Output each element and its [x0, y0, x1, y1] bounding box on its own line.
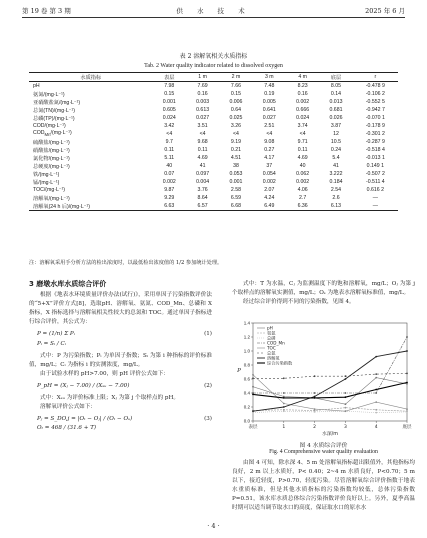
equation-number: (3): [204, 416, 212, 423]
row-label: 溶解氧/(mg·L⁻¹): [33, 195, 70, 202]
header-date: 2025 年 6 月: [365, 7, 405, 15]
row-label: 溶解氧(24 h 后)/(mg·L⁻¹): [29, 202, 153, 211]
table-cell: 0.024: [296, 115, 310, 121]
y-tick-label: 0.0: [243, 418, 250, 424]
series-line: [253, 383, 407, 398]
table-cell: 0.641: [262, 107, 276, 113]
table-cell: 0.006: [229, 99, 243, 105]
table-cell: 2.6: [332, 195, 340, 201]
data-point: [283, 397, 285, 399]
left-column: [29, 280, 212, 436]
row-label: $COD_{Mn}/(mg\cdot L^{-1})$: [33, 130, 72, 138]
row-label: 氯化物/(mg·L⁻¹): [33, 155, 70, 162]
table-cell: 4.51: [230, 155, 241, 161]
table-row: [29, 178, 398, 186]
table-cell: 5.11: [164, 155, 175, 161]
data-point: [345, 378, 347, 380]
page-number: · 4 ·: [207, 522, 220, 530]
data-point: [345, 403, 347, 405]
data-point: [314, 375, 316, 377]
table-row: [29, 138, 398, 146]
table-cell: 3.42: [164, 123, 175, 129]
water-quality-table: [29, 72, 398, 211]
table-cell: 0.097: [196, 171, 210, 177]
legend-label: 总氮: [267, 350, 276, 356]
table-cell: 8.64: [197, 195, 208, 201]
table-cell: —: [372, 195, 378, 201]
table-cell: 3.74: [297, 123, 308, 129]
table-row: [29, 162, 398, 170]
water-quality-chart: [235, 317, 413, 437]
table-cell: 0.003: [196, 99, 210, 105]
table-cell: 9.87: [164, 187, 175, 193]
data-point: [314, 392, 316, 394]
row-label: 锰/(mg·L⁻¹): [33, 179, 60, 186]
x-tick-label: 3: [343, 425, 347, 430]
table-cell: 0.64: [230, 107, 241, 113]
table-cell: 3.51: [197, 123, 208, 129]
table-cell: 0.024: [162, 115, 176, 121]
table-row: [29, 194, 398, 202]
y-tick-label: 1.2: [243, 334, 250, 340]
x-tick-label: 4: [374, 425, 378, 430]
table-cell: 0.11: [297, 147, 308, 153]
data-point: [406, 411, 408, 413]
equation-number: (2): [204, 382, 212, 389]
row-label: 亚硝酸盐氮/(mg·L⁻¹): [33, 99, 81, 106]
table-cell: 8.23: [297, 83, 308, 89]
table-caption-cn: 表 2 溶解氧相关水质指标: [179, 53, 248, 60]
row-label: COD/(mg·L⁻¹): [33, 123, 66, 129]
equation-3a: Pⱼ = S_DO,j = |Oₜ − Oⱼ| / (Oₜ − Oₛ): [37, 416, 133, 423]
table-cell: 7.66: [230, 83, 241, 89]
data-point: [252, 410, 254, 412]
table-row: [29, 202, 398, 211]
equation-3b: Oₜ = 468 / (31.6 + T): [37, 425, 97, 432]
y-tick-label: 0.6: [243, 376, 250, 382]
table-cell: -0.942 7: [365, 107, 385, 113]
table-row: [29, 114, 398, 122]
equation-1b: Pᵢ = Sᵢ / Cᵢ: [37, 340, 66, 347]
table-cell: 0.613: [196, 107, 210, 113]
data-point: [345, 392, 347, 394]
table-cell: 0.605: [162, 107, 176, 113]
data-point: [406, 408, 408, 410]
data-point: [375, 373, 377, 375]
row-label: pH: [33, 83, 40, 89]
table-cell: 0.15: [230, 91, 241, 97]
section-heading: 3 磨墩水库水质综合评价: [29, 280, 107, 288]
paragraph: 溶解氧评价公式如下：: [40, 404, 96, 411]
data-point: [345, 407, 347, 409]
table-row: [29, 170, 398, 178]
table-cell: 0.054: [262, 171, 276, 177]
x-tick-label: 表层: [248, 425, 258, 430]
data-point: [406, 382, 408, 384]
y-tick-label: 0.4: [243, 390, 250, 396]
table-cell: 0.002: [262, 179, 276, 185]
data-point: [283, 410, 285, 412]
row-label: 铁/(mg·L⁻¹): [33, 171, 60, 178]
legend-label: COD_Mn: [267, 340, 285, 346]
table-cell: 40: [166, 163, 173, 169]
table-cell: 0.11: [197, 147, 208, 153]
table-cell: 2.58: [230, 187, 241, 193]
table-cell: 38: [233, 163, 239, 169]
column-header: 3 m: [253, 73, 286, 82]
y-tick-label: 0.8: [243, 362, 250, 368]
table-cell: 9.19: [230, 139, 241, 145]
equation-2: [29, 382, 212, 391]
x-tick-label: 2: [313, 425, 317, 430]
table-cell: 37: [266, 163, 273, 169]
table-caption-en: Tab. 2 Water quality indicator related to dissolved oxygen: [144, 63, 283, 69]
x-tick-label: 1: [282, 425, 286, 430]
row-label: 总磷(TP)/(mg·L⁻¹): [33, 115, 75, 122]
table-cell: -0.507 2: [365, 171, 385, 177]
table-cell: -0.106 2: [365, 91, 385, 97]
table-header-row: [29, 73, 398, 82]
data-point: [345, 396, 347, 398]
table-cell: 6.36: [286, 202, 319, 211]
equation-1a: P = (1/n) Σ Pᵢ: [37, 331, 75, 338]
y-tick-label: 0.2: [243, 404, 250, 410]
table-row: [29, 122, 398, 130]
data-point: [314, 411, 316, 413]
header-journal: 供 水 技 术: [176, 7, 251, 15]
table-cell: 40: [299, 163, 306, 169]
table-cell: 0.027: [262, 115, 276, 121]
table-cell: 4.69: [197, 155, 208, 161]
data-point: [314, 408, 316, 410]
y-tick-label: 1.0: [243, 348, 250, 354]
y-tick-label: 1.4: [243, 320, 250, 326]
table-cell: 41: [199, 163, 206, 169]
table-cell: <4: [232, 131, 239, 137]
data-point: [283, 377, 285, 379]
table-cell: 6.63: [153, 202, 186, 211]
table-cell: 0.11: [164, 147, 175, 153]
table-cell: 2.7: [299, 195, 307, 201]
table-cell: 6.59: [230, 195, 241, 201]
data-point: [406, 350, 408, 352]
table-cell: <4: [199, 131, 206, 137]
column-header: 4 m: [286, 73, 319, 82]
table-cell: 0.026: [329, 115, 343, 121]
legend-label: TOC: [267, 345, 276, 351]
table-row: [29, 154, 398, 162]
data-point: [252, 386, 254, 388]
table-cell: -0.552 5: [365, 99, 385, 105]
data-point: [252, 377, 254, 379]
row-label: TOC/(mg·L⁻¹): [33, 187, 66, 193]
data-point: [345, 410, 347, 412]
table-cell: 0.14: [330, 91, 342, 97]
table-cell: 0.24: [330, 147, 342, 153]
table-cell: 7.48: [264, 83, 275, 89]
equation-2a: P_pH = (Xⱼ − 7.00) / (Xₛᵤ − 7.00): [37, 382, 130, 389]
table-cell: -0.070 1: [365, 115, 385, 121]
table-cell: 0.001: [229, 179, 243, 185]
data-point: [375, 412, 377, 414]
table-cell: 9.29: [164, 195, 175, 201]
legend-label: pH: [267, 325, 273, 331]
table-cell: 0.013: [329, 99, 343, 105]
series-line: [253, 411, 407, 412]
table-cell: 0.004: [196, 179, 210, 185]
legend-label: 氨氮: [267, 330, 276, 336]
table-row: [29, 186, 398, 194]
table-note: 注：溶解氧采用手分析方法的检出浓度时，以最低检出浓度值的 1/2 参加统计处理。: [29, 260, 223, 266]
header-issue: 第 19 卷 第 3 期: [22, 7, 71, 15]
data-point: [406, 373, 408, 375]
table-cell: 0.002: [296, 99, 310, 105]
data-point: [252, 394, 254, 396]
table-cell: 0.001: [162, 99, 176, 105]
equation-3: [29, 415, 212, 433]
table-cell: 2.07: [264, 187, 275, 193]
table-cell: 0.07: [164, 171, 175, 177]
table-cell: 6.13: [319, 202, 352, 211]
table-cell: -0.478 9: [365, 83, 385, 89]
paragraph: 式中：T 为水温，Cⱼ 为监测温度下的饱和溶解氧，mg/L；Oⱼ 为第 j 个取样点的溶解氧实测值，mg/L；Oₛ 为地表水溶解氧标准值，mg/L。: [232, 281, 415, 297]
table-cell: 6.68: [219, 202, 252, 211]
right-column-lower: [232, 459, 415, 514]
paragraph: 经过综合评价得到不同的污染指数，见图 4。: [243, 299, 355, 306]
data-point: [375, 377, 377, 379]
table-cell: 6.57: [186, 202, 219, 211]
column-header: 2 m: [219, 73, 252, 82]
table-cell: 0.025: [229, 115, 243, 121]
table-cell: 7.98: [164, 83, 175, 89]
figure-caption-cn: 图 4 水质综合评价: [299, 443, 348, 449]
table-cell: 0.666: [296, 107, 310, 113]
row-label: 总硬度/(mg·L⁻¹): [33, 163, 70, 170]
data-point: [345, 375, 347, 377]
paragraph: 由于试验水样的 pH>7.00，则 pH 评价公式如下：: [40, 370, 169, 377]
table-cell: 0.16: [197, 91, 208, 97]
legend-label: 总磷: [267, 335, 276, 341]
data-point: [375, 356, 377, 358]
row-label: 总氮(TN)/(mg·L⁻¹): [33, 107, 75, 114]
header-rule: [22, 17, 405, 18]
paragraph: 式中：Xₛᵤ 为评价标准上限；Xⱼ 为第 j 个取样点的 pH。: [40, 395, 179, 402]
column-header: 底层: [319, 73, 352, 82]
paragraph: 式中：P 为污染指数；Pᵢ 为单因子指数；Sᵢ 为第 i 种指标的评价标准值，mg/L；Cᵢ 为指标 i 的实测浓度，mg/L。: [29, 352, 212, 368]
y-axis-label: P: [237, 368, 241, 374]
table-cell: 9.7: [165, 139, 173, 145]
table-cell: 3.76: [197, 187, 208, 193]
paragraph: 由图 4 可知，除水深 4、5 m 处溶解氧指标超出限值外，其他指标均良好，2 m 以上水质好，P< 0.40；2~4 m 水质良好，P<0.70；5 m 以下，接近轻度，P>0.70，轻度污染。尽管溶解氧综合评价指数于地表水重质标准，但是其他水质指标的污染指数均较低，总体污染指数 P=0.51，该水库水质总体综合污染指数评价良好以上。另外，夏季高温时期可以适当调节取水口的高度，保证取水口的原水水: [232, 460, 415, 512]
table-cell: 0.16: [297, 91, 308, 97]
table-cell: 3.26: [230, 123, 241, 129]
table-cell: <4: [266, 131, 273, 137]
data-point: [314, 397, 316, 399]
table-cell: -0.178 9: [365, 123, 385, 129]
table-cell: 4.69: [297, 155, 308, 161]
table-cell: 0.002: [296, 179, 310, 185]
table-cell: -0.013 1: [365, 155, 385, 161]
data-point: [375, 389, 377, 391]
table-body: [29, 82, 398, 211]
row-label: 硝酸盐/(mg·L⁻¹): [33, 147, 70, 154]
paragraph: 根据《地表水环境质量评价办法(试行)》，采用单因子污染指数评价法的“5+X”评价方式[8]，选取pH、溶解氧、氨氮、COD_Mn、总磷和 X 指标，X 指标选择与溶解氧相关性较大的总氮和 TOC。通过单因子指标进行综合评价，其公式为：: [29, 292, 212, 326]
data-point: [406, 336, 408, 338]
right-column: [232, 280, 415, 307]
table-cell: 9.08: [264, 139, 275, 145]
x-axis-label: 水深/m: [322, 432, 338, 437]
equation-number: (1): [204, 331, 212, 338]
table-cell: 0.149 1: [366, 163, 384, 169]
table-cell: 0.062: [296, 171, 310, 177]
table-cell: 0.15: [164, 91, 175, 97]
table-cell: 0.184: [329, 179, 343, 185]
equation-1: [29, 330, 212, 348]
plot-frame: [253, 323, 407, 421]
table-cell: 0.681: [329, 107, 343, 113]
data-point: [252, 374, 254, 376]
figure-caption-en: Fig. 4 Comprehensive water quality evaluation: [269, 449, 378, 455]
table-cell: 6.49: [253, 202, 286, 211]
x-tick-label: 底层: [402, 425, 412, 430]
table-cell: 41: [333, 163, 339, 169]
data-point: [375, 392, 377, 394]
table-cell: 0.19: [264, 91, 275, 97]
table-cell: 0.616 2: [366, 187, 384, 193]
column-header: 1 m: [186, 73, 219, 82]
running-header: [22, 6, 405, 16]
table-cell: 4.06: [297, 187, 308, 193]
series-line: [253, 378, 407, 405]
table-cell: 0.005: [262, 99, 276, 105]
table-cell: 5.4: [332, 155, 340, 161]
table-row: [29, 106, 398, 114]
column-header: r: [353, 73, 398, 82]
table-cell: 0.27: [264, 147, 275, 153]
table-cell: 0.027: [196, 115, 210, 121]
table-row: [29, 90, 398, 98]
table-cell: 2.51: [264, 123, 275, 129]
table-cell: <4: [166, 131, 173, 137]
table-cell: —: [353, 202, 398, 211]
table-row: [29, 98, 398, 106]
column-header: 水质指标: [29, 73, 153, 82]
table-cell: <4: [299, 131, 306, 137]
table-cell: 0.21: [230, 147, 241, 153]
table-cell: 8.05: [330, 83, 342, 89]
data-point: [375, 409, 377, 411]
data-point: [283, 406, 285, 408]
row-label: 硫酸盐/(mg·L⁻¹): [33, 139, 70, 146]
table-cell: -0.511 4: [366, 179, 385, 185]
table-cell: 3.87: [330, 123, 342, 129]
table-cell: 0.053: [229, 171, 243, 177]
data-point: [283, 403, 285, 405]
data-point: [375, 401, 377, 403]
table-row: [29, 130, 398, 138]
table-cell: 9.68: [197, 139, 208, 145]
data-point: [283, 392, 285, 394]
table-cell: -0.287 9: [365, 139, 385, 145]
table-cell: -0.518 4: [365, 147, 385, 153]
column-header: 表层: [153, 73, 186, 82]
table-cell: 7.69: [197, 83, 208, 89]
table-row: [29, 146, 398, 154]
row-label: 氨氮/(mg·L⁻¹): [33, 91, 65, 98]
table-cell: 3.222: [329, 171, 343, 177]
table-cell: 10.5: [330, 139, 342, 145]
legend-label: 综合污染指数: [267, 360, 293, 366]
table-row: [29, 82, 398, 91]
legend-label: 溶解氧: [267, 355, 280, 361]
table-cell: -0.301 2: [365, 131, 385, 137]
table-cell: 12: [333, 131, 339, 137]
table-cell: 9.71: [297, 139, 308, 145]
table-cell: 4.24: [264, 195, 275, 201]
table-cell: 0.002: [162, 179, 176, 185]
series-line: [253, 373, 407, 378]
table-cell: 2.54: [330, 187, 342, 193]
table-cell: 4.17: [264, 155, 275, 161]
